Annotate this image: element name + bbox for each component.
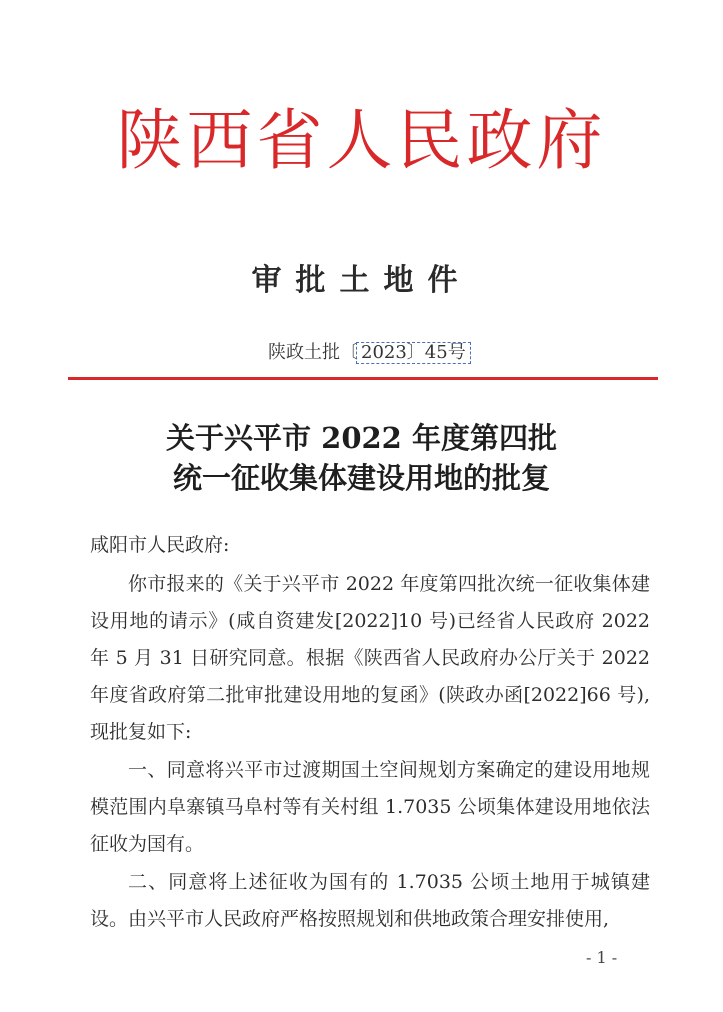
- title-line-2: 统一征收集体建设用地的批复: [172, 461, 550, 495]
- paragraph-3-text: 二、同意将上述征收为国有的 1.7035 公顷土地用于城镇建设。由兴平市人民政府严格按照规划和供地政策合理安排使用,: [90, 871, 650, 930]
- document-number-stamp: 2023〕45号: [356, 342, 471, 364]
- paragraph-3: [90, 864, 650, 938]
- paragraph-2-text: 一、同意将兴平市过渡期国土空间规划方案确定的建设用地规模范围内阜寨镇马阜村等有关村组 1.7035 公顷集体建设用地依法征收为国有。: [90, 759, 650, 855]
- paragraph-2: [90, 752, 650, 863]
- issuer-masthead: 陕西省人民政府: [116, 102, 607, 179]
- document-category: 审批土地件: [251, 263, 472, 298]
- document-number-prefix: 陕政土批〔: [268, 342, 358, 363]
- page-number: - 1 -: [586, 948, 618, 967]
- red-divider-line: [68, 377, 658, 380]
- paragraph-1-text: 你市报来的《关于兴平市 2022 年度第四批次统一征收集体建设用地的请示》(咸自资建发[2022]10 号)已经省人民政府 2022 年 5 月 31 日研究同意。根据《陕西省人民政府办公厅关于 2022 年度省政府第二批审批建设用地的复函》(陕政办函[2022]66 号),现批复如下:: [90, 573, 650, 743]
- paragraph-1: [90, 566, 650, 751]
- document-title: [0, 418, 723, 498]
- title-line-1: 关于兴平市 2022 年度第四批: [166, 421, 557, 455]
- addressee: 咸阳市人民政府:: [90, 534, 230, 556]
- document-number: [268, 342, 471, 364]
